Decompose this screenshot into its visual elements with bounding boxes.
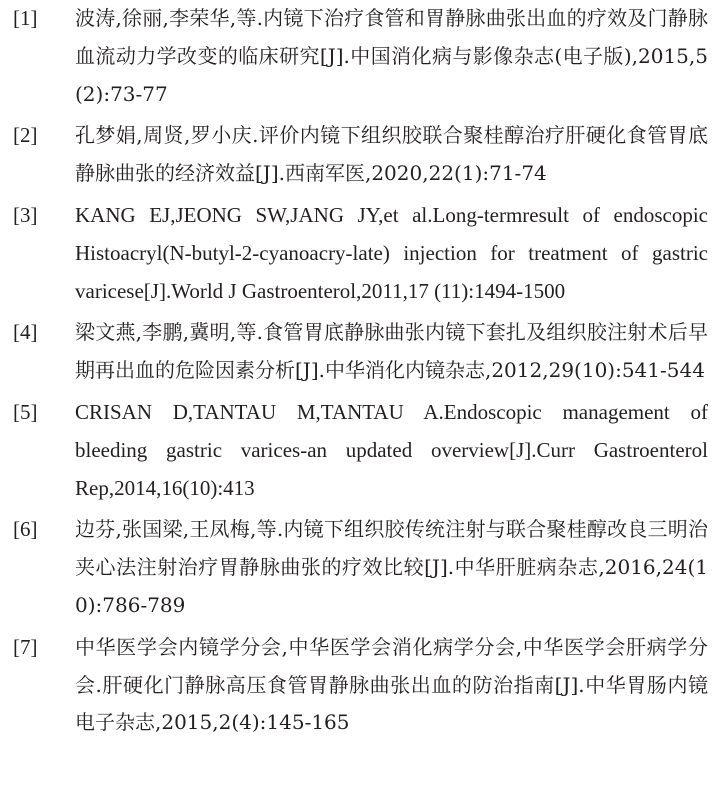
reference-text: 边芬,张国梁,王凤梅,等.内镜下组织胶传统注射与联合聚桂醇改良三明治夹心法注射治疗胃静脉曲张的疗效比较[J].中华肝脏病杂志,2016,24(10):786-789	[75, 517, 708, 617]
reference-item-6	[0, 511, 722, 624]
reference-text: 孔梦娟,周贤,罗小庆.评价内镜下组织胶联合聚桂醇治疗肝硬化食管胃底静脉曲张的经济效益[J].西南军医,2020,22(1):71-74	[75, 123, 708, 186]
reference-text: 梁文燕,李鹏,冀明,等.食管胃底静脉曲张内镜下套扎及组织胶注射术后早期再出血的危险因素分析[J].中华消化内镜杂志,2012,29(10):541-544	[75, 320, 708, 383]
reference-item-1	[0, 0, 722, 113]
reference-number: [1]	[13, 6, 38, 30]
reference-item-7	[0, 629, 722, 742]
reference-text: CRISAN D,TANTAU M,TANTAU A.Endoscopic management of bleeding gastric varices-an updated overview[J].Curr Gastroenterol Rep,2014,16(10):413	[75, 399, 708, 500]
reference-item-3	[0, 197, 722, 310]
reference-item-5	[0, 394, 722, 507]
reference-number: [5]	[13, 399, 38, 424]
reference-item-2	[0, 117, 722, 193]
reference-text: KANG EJ,JEONG SW,JANG JY,et al.Long-termresult of endoscopic Histoacryl(N-butyl-2-cyanoacry-late) injection for treatment of gastric varicese[J].World J Gastroenterol,2011,17 (11):1494-1500	[75, 202, 708, 303]
reference-number: [6]	[13, 517, 38, 542]
reference-number: [7]	[13, 634, 38, 659]
reference-number: [2]	[13, 123, 38, 148]
reference-item-4	[0, 314, 722, 390]
reference-text: 波涛,徐丽,李荣华,等.内镜下治疗食管和胃静脉曲张出血的疗效及门静脉血流动力学改变的临床研究[J].中国消化病与影像杂志(电子版),2015,5(2):73-77	[75, 6, 708, 106]
reference-text: 中华医学会内镜学分会,中华医学会消化病学分会,中华医学会肝病学分会.肝硬化门静脉高压食管胃静脉曲张出血的防治指南[J].中华胃肠内镜电子杂志,2015,2(4):145-165	[75, 634, 708, 735]
reference-number: [3]	[13, 202, 38, 227]
reference-number: [4]	[13, 320, 38, 345]
